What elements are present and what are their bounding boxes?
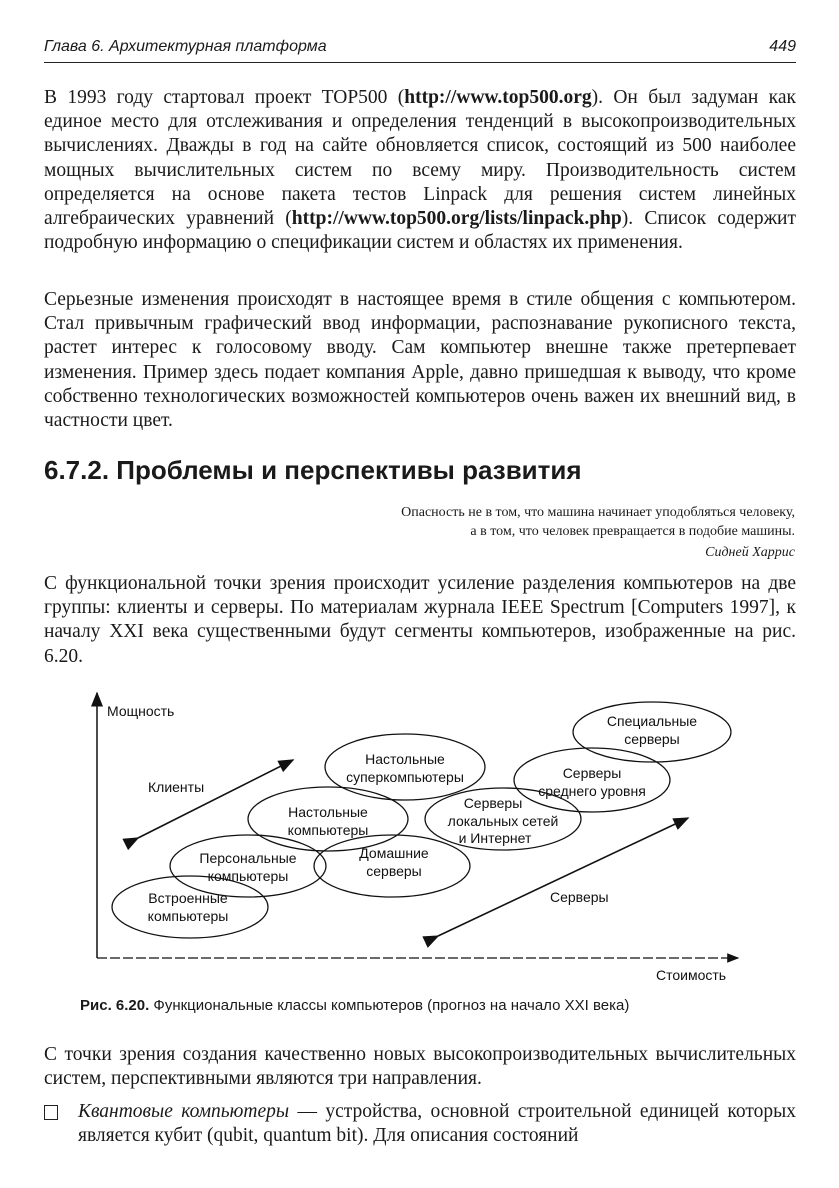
label-mid-servers-1: Серверы (562, 765, 622, 781)
label-personal-2: компьютеры (207, 868, 289, 884)
label-home-servers-2: серверы (366, 863, 422, 879)
label-embedded-2: компьютеры (147, 908, 229, 924)
epigraph-author: Сидней Харрис (705, 545, 795, 560)
diagram-svg (80, 688, 760, 988)
label-personal-1: Персональные (199, 850, 297, 866)
label-home-servers-1: Домашние (359, 845, 429, 861)
bullet-text (78, 1100, 796, 1148)
label-embedded-1: Встроенные (148, 890, 228, 906)
label-special-servers-1: Специальные (606, 713, 698, 729)
text-run: ). Он был задуман как единое место для отслеживания и определения тенденций в высокопроизводительных вычислениях. Дважды в год на сайте обновляется список, состоящий из 500 наиболее мощных вычислительных систем по всему миру. Производительность систем определяется на основе пакета тестов Linpack для решения систем линейных алгебраических уравнений ( (44, 87, 796, 230)
running-header (44, 36, 796, 63)
label-local-servers-3: и Интернет (458, 830, 532, 846)
label-mid-servers-2: среднего уровня (538, 783, 646, 799)
x-axis-label: Стоимость (656, 967, 727, 983)
label-local-servers-2: локальных сетей (447, 813, 559, 829)
label-desktop-super-1: Настольные (365, 751, 445, 767)
epigraph-line-2: а в том, что человек превращается в подобие машины. (470, 524, 795, 539)
paragraph-groups: С функциональной точки зрения происходит усиление разделения компьютеров на две группы: клиенты и серверы. По материалам журнала IEEE Spectrum [Computers 1997], к началу XXI века существенными будут сегменты компьютеров, изображенные на рис. 6.20. (44, 573, 796, 667)
paragraph-top500 (44, 86, 796, 255)
servers-label: Серверы (550, 889, 609, 905)
ellipse-desktop-supercomputers (325, 734, 485, 800)
paragraph-directions: С точки зрения создания качественно новых высокопроизводительных вычислительных систем, перспективными являются три направления. (44, 1044, 796, 1090)
bullet-body: — устройства, основной строительной единицей которых является кубит (qubit, quantum bit). Для описания состояний (78, 1101, 796, 1147)
ellipse-personal-computers (170, 835, 326, 897)
epigraph-line-1: Опасность не в том, что машина начинает уподобляться человеку, (401, 505, 795, 520)
label-special-servers-2: серверы (624, 731, 680, 747)
label-desktop-1: Настольные (288, 804, 368, 820)
link-top500[interactable]: http://www.top500.org (404, 87, 592, 108)
ellipse-embedded-computers (112, 876, 268, 938)
label-desktop-2: компьютеры (287, 822, 369, 838)
label-desktop-super-2: суперкомпьютеры (346, 769, 464, 785)
clients-arrow (138, 760, 293, 838)
section-title: 6.7.2. Проблемы и перспективы развития (44, 455, 582, 485)
figure-caption (80, 997, 780, 1014)
caption-label: Рис. 6.20. (80, 997, 150, 1014)
clients-label: Клиенты (148, 779, 205, 795)
figure-6-20 (80, 688, 760, 988)
page-number: 449 (769, 38, 796, 55)
text-run: В 1993 году стартовал проект TOP500 ( (44, 87, 405, 108)
paragraph-interaction: Серьезные изменения происходят в настоящее время в стиле общения с компьютером. Стал привычным графический ввод информации, распознавание рукописного текста, растет интерес к голосовому вводу. Сам компьютер внешне также претерпевает изменения. Пример здесь подает компания Apple, давно пришедшая к выводу, что кроме собственно технологических возможностей компьютеров очень важен их внешний вид, в частности цвет. (44, 289, 796, 432)
caption-text: Функциональные классы компьютеров (прогноз на начало XXI века) (149, 997, 630, 1014)
checkbox-bullet-icon (44, 1105, 58, 1120)
label-local-servers-1: Серверы (463, 795, 523, 811)
y-axis-label: Мощность (107, 703, 175, 719)
text-run: ). Список содержит подробную информацию о спецификации систем и областях их применения. (44, 208, 796, 254)
chapter-title: Глава 6. Архитектурная платформа (44, 38, 327, 55)
bullet-term: Квантовые компьютеры (78, 1101, 290, 1122)
link-linpack[interactable]: http://www.top500.org/lists/linpack.php (291, 208, 622, 230)
epigraph (250, 503, 795, 562)
